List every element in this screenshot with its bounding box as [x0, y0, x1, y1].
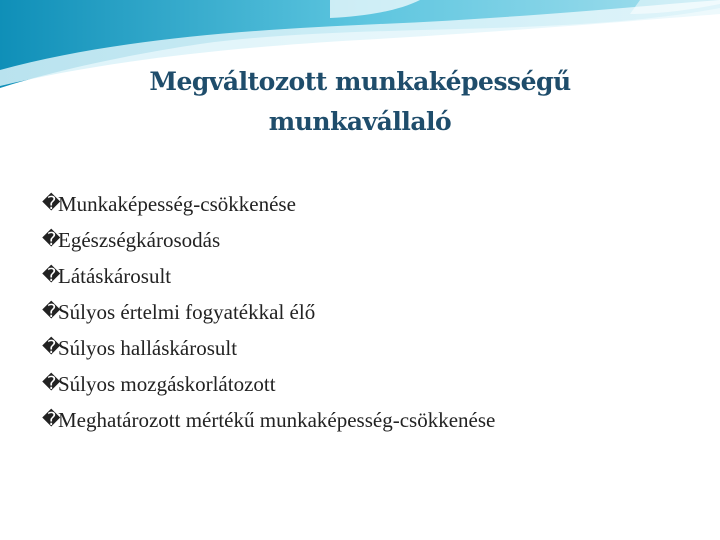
bullet-icon: � [42, 229, 61, 250]
list-item-text: Munkaképesség-csökkenése [58, 191, 296, 216]
list-item [42, 402, 495, 438]
bullet-icon: � [42, 373, 61, 394]
list-item [42, 366, 495, 402]
bullet-icon: � [42, 337, 61, 358]
slide-title-line-2: munkavállaló [268, 107, 452, 136]
slide-title-line-1: Megváltozott munkaképességű [149, 67, 571, 96]
list-item [42, 186, 495, 222]
slide-title [0, 62, 720, 142]
bullet-icon: � [42, 301, 61, 322]
list-item-text: Egészségkárosodás [58, 227, 221, 252]
bullet-icon: � [42, 409, 61, 430]
bullet-list [42, 186, 495, 438]
list-item-text: Látáskárosult [58, 263, 172, 288]
list-item [42, 258, 495, 294]
list-item-text: Súlyos mozgáskorlátozott [58, 371, 276, 396]
bullet-icon: � [42, 193, 61, 214]
bullet-icon: � [42, 265, 61, 286]
list-item [42, 330, 495, 366]
list-item [42, 222, 495, 258]
list-item-text: Meghatározott mértékű munkaképesség-csökkenése [58, 407, 496, 432]
list-item-text: Súlyos értelmi fogyatékkal élő [58, 299, 316, 324]
list-item [42, 294, 495, 330]
list-item-text: Súlyos halláskárosult [58, 335, 238, 360]
